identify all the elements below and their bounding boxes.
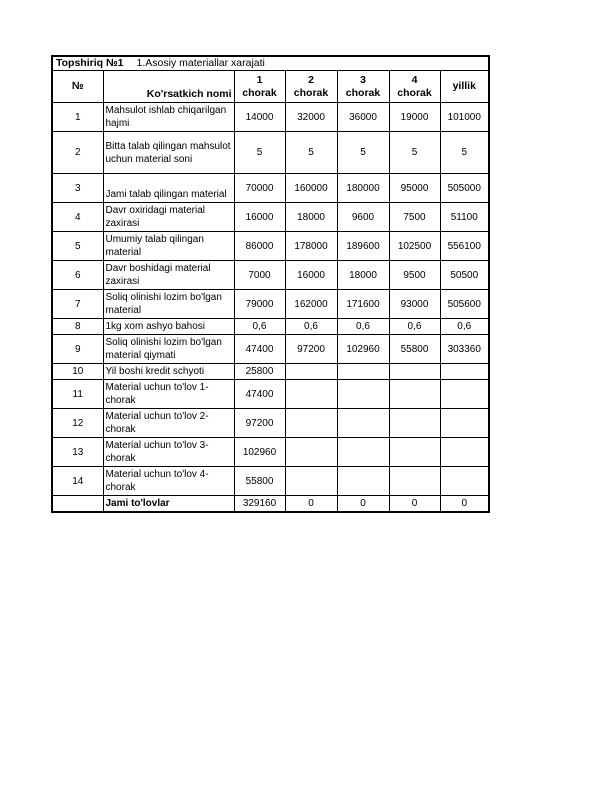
table-row	[52, 203, 489, 232]
row-number-cell: 3	[52, 174, 103, 203]
header-quarter-3-number: 3	[360, 73, 366, 86]
table-row	[52, 103, 489, 132]
header-quarter-4-number: 4	[411, 73, 418, 86]
value-cell: 5	[337, 132, 389, 174]
table-total-row	[52, 496, 489, 513]
value-cell: 5	[389, 132, 440, 174]
table-title-row	[52, 56, 489, 71]
value-cell	[285, 380, 337, 409]
header-quarter-3	[337, 71, 389, 103]
value-cell: 189600	[337, 232, 389, 261]
value-cell	[440, 438, 489, 467]
value-cell: 51100	[440, 203, 489, 232]
header-quarter-1-label: chorak	[242, 86, 277, 99]
total-label-cell: Jami to'lovlar	[103, 496, 234, 513]
table-header-row	[52, 71, 489, 103]
header-quarter-1-number: 1	[256, 73, 263, 86]
value-cell: 0,6	[234, 319, 285, 335]
value-cell: 25800	[234, 364, 285, 380]
value-cell	[337, 467, 389, 496]
value-cell	[440, 364, 489, 380]
value-cell: 55800	[234, 467, 285, 496]
value-cell: 97200	[285, 335, 337, 364]
value-cell	[285, 364, 337, 380]
table-row	[52, 261, 489, 290]
header-quarter-1	[234, 71, 285, 103]
table-row	[52, 319, 489, 335]
header-indicator-name: Ko'rsatkich nomi	[103, 71, 234, 103]
value-cell: 0	[285, 496, 337, 513]
indicator-name-cell: Jami talab qilingan material	[103, 174, 234, 203]
value-cell: 180000	[337, 174, 389, 203]
indicator-name-cell: Yil boshi kredit schyoti	[103, 364, 234, 380]
value-cell	[285, 409, 337, 438]
value-cell	[440, 467, 489, 496]
value-cell	[337, 364, 389, 380]
row-number-cell: 8	[52, 319, 103, 335]
value-cell: 7000	[234, 261, 285, 290]
indicator-name-cell: Soliq olinishi lozim bo'lgan material	[103, 290, 234, 319]
table-row	[52, 174, 489, 203]
row-number-cell: 14	[52, 467, 103, 496]
indicator-name-cell: Material uchun to'lov 3-chorak	[103, 438, 234, 467]
value-cell	[337, 438, 389, 467]
value-cell: 0,6	[440, 319, 489, 335]
indicator-name-cell: Material uchun to'lov 1-chorak	[103, 380, 234, 409]
value-cell: 19000	[389, 103, 440, 132]
indicator-name-cell: 1kg xom ashyo bahosi	[103, 319, 234, 335]
value-cell: 16000	[234, 203, 285, 232]
header-quarter-4-label: chorak	[397, 86, 432, 99]
value-cell: 0	[337, 496, 389, 513]
value-cell: 16000	[285, 261, 337, 290]
header-quarter-3-label: chorak	[345, 86, 381, 99]
header-quarter-2	[285, 71, 337, 103]
indicator-name-cell: Davr oxiridagi material zaxirasi	[103, 203, 234, 232]
value-cell: 14000	[234, 103, 285, 132]
row-number-cell: 11	[52, 380, 103, 409]
value-cell: 70000	[234, 174, 285, 203]
row-number-cell: 10	[52, 364, 103, 380]
value-cell: 102500	[389, 232, 440, 261]
value-cell: 5	[285, 132, 337, 174]
value-cell: 32000	[285, 103, 337, 132]
value-cell: 303360	[440, 335, 489, 364]
value-cell: 171600	[337, 290, 389, 319]
value-cell: 5	[234, 132, 285, 174]
value-cell: 97200	[234, 409, 285, 438]
table-row	[52, 232, 489, 261]
value-cell	[389, 467, 440, 496]
value-cell: 178000	[285, 232, 337, 261]
value-cell	[389, 438, 440, 467]
value-cell: 9500	[389, 261, 440, 290]
value-cell: 36000	[337, 103, 389, 132]
header-quarter-2-number: 2	[308, 73, 314, 86]
value-cell: 18000	[337, 261, 389, 290]
value-cell: 7500	[389, 203, 440, 232]
value-cell: 95000	[389, 174, 440, 203]
value-cell	[285, 467, 337, 496]
value-cell: 5	[440, 132, 489, 174]
value-cell: 93000	[389, 290, 440, 319]
value-cell: 101000	[440, 103, 489, 132]
value-cell: 505600	[440, 290, 489, 319]
table-row	[52, 409, 489, 438]
value-cell: 0	[440, 496, 489, 513]
indicator-name-cell: Material uchun to'lov 4-chorak	[103, 467, 234, 496]
header-quarter-4	[389, 71, 440, 103]
table-row	[52, 335, 489, 364]
row-number-cell: 12	[52, 409, 103, 438]
table-title-cell	[52, 56, 489, 71]
row-number-cell: 4	[52, 203, 103, 232]
value-cell: 50500	[440, 261, 489, 290]
value-cell: 505000	[440, 174, 489, 203]
indicator-name-cell: Umumiy talab qilingan material	[103, 232, 234, 261]
indicator-name-cell: Material uchun to'lov 2-chorak	[103, 409, 234, 438]
row-number-cell: 6	[52, 261, 103, 290]
value-cell: 0	[389, 496, 440, 513]
value-cell: 556100	[440, 232, 489, 261]
table-row	[52, 132, 489, 174]
value-cell	[389, 409, 440, 438]
header-quarter-2-label: chorak	[293, 86, 329, 99]
value-cell: 0,6	[285, 319, 337, 335]
value-cell: 0,6	[337, 319, 389, 335]
value-cell: 329160	[234, 496, 285, 513]
value-cell: 0,6	[389, 319, 440, 335]
value-cell: 102960	[337, 335, 389, 364]
indicator-name-cell: Mahsulot ishlab chiqarilgan hajmi	[103, 103, 234, 132]
indicator-name-cell: Soliq olinishi lozim bo'lgan material qiymati	[103, 335, 234, 364]
indicator-name-cell: Davr boshidagi material zaxirasi	[103, 261, 234, 290]
table-row	[52, 467, 489, 496]
value-cell	[337, 380, 389, 409]
value-cell: 18000	[285, 203, 337, 232]
value-cell: 47400	[234, 335, 285, 364]
table-row	[52, 380, 489, 409]
value-cell	[337, 409, 389, 438]
table-title-task: Topshiriq №1	[56, 57, 124, 69]
value-cell: 102960	[234, 438, 285, 467]
header-number: №	[52, 71, 103, 103]
value-cell	[285, 438, 337, 467]
table-title-subject: 1.Asosiy materiallar xarajati	[136, 57, 265, 69]
row-number-cell	[52, 496, 103, 513]
value-cell: 55800	[389, 335, 440, 364]
value-cell: 162000	[285, 290, 337, 319]
value-cell: 9600	[337, 203, 389, 232]
row-number-cell: 7	[52, 290, 103, 319]
value-cell	[389, 380, 440, 409]
row-number-cell: 13	[52, 438, 103, 467]
value-cell	[440, 409, 489, 438]
header-yearly: yillik	[440, 71, 489, 103]
value-cell: 86000	[234, 232, 285, 261]
table-row	[52, 290, 489, 319]
row-number-cell: 2	[52, 132, 103, 174]
row-number-cell: 9	[52, 335, 103, 364]
value-cell: 47400	[234, 380, 285, 409]
value-cell	[440, 380, 489, 409]
value-cell: 160000	[285, 174, 337, 203]
materials-cost-table	[51, 55, 490, 513]
value-cell: 79000	[234, 290, 285, 319]
row-number-cell: 1	[52, 103, 103, 132]
table-row	[52, 364, 489, 380]
value-cell	[389, 364, 440, 380]
table-row	[52, 438, 489, 467]
indicator-name-cell: Bitta talab qilingan mahsulot uchun material soni	[103, 132, 234, 174]
row-number-cell: 5	[52, 232, 103, 261]
